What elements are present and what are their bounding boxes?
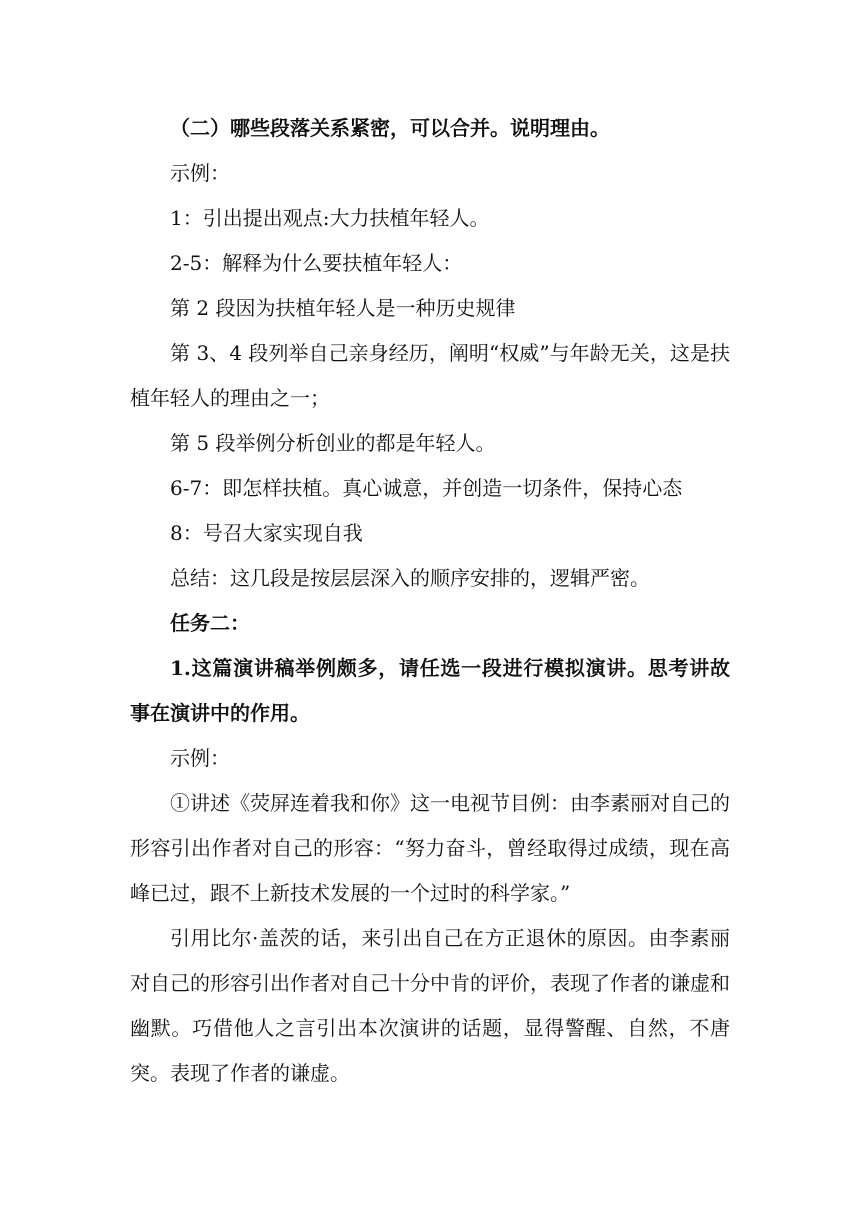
document-body [130, 106, 730, 1096]
section-heading: （二）哪些段落关系紧密，可以合并。说明理由。 [170, 116, 610, 140]
paragraph-section-3-4: 第 3、4 段列举自己亲身经历，阐明“权威”与年龄无关，这是扶植年轻人的理由之一； [130, 341, 730, 410]
task-two-heading: 任务二： [170, 611, 250, 635]
paragraph-section-5: 第 5 段举例分析创业的都是年轻人。 [170, 431, 496, 455]
summary-paragraph: 总结：这几段是按层层深入的顺序安排的，逻辑严密。 [170, 566, 650, 590]
paragraph-8: 8：号召大家实现自我 [170, 521, 363, 545]
example-paragraph-1: ①讲述《荧屏连着我和你》这一电视节目例：由李素丽对自己的形容引出作者对自己的形容：“努力奋斗，曾经取得过成绩，现在高峰已过，跟不上新技术发展的一个过时的科学家。” [130, 791, 730, 905]
paragraph-2-5: 2-5：解释为什么要扶植年轻人： [170, 251, 463, 275]
example-label: 示例： [170, 161, 230, 185]
paragraph-6-7: 6-7：即怎样扶植。真心诚意，并创造一切条件，保持心态 [170, 476, 683, 500]
task-two-question: 1.这篇演讲稿举例颇多，请任选一段进行模拟演讲。思考讲故事在演讲中的作用。 [130, 656, 730, 725]
example-label-2: 示例： [170, 746, 230, 770]
paragraph-1: 1：引出提出观点:大力扶植年轻人。 [170, 206, 490, 230]
paragraph-section-2: 第 2 段因为扶植年轻人是一种历史规律 [170, 296, 516, 320]
example-paragraph-2: 引用比尔·盖茨的话，来引出自己在方正退休的原因。由李素丽对自己的形容引出作者对自己十分中肯的评价，表现了作者的谦虚和幽默。巧借他人之言引出本次演讲的话题，显得警醒、自然，不唐突。表现了作者的谦虚。 [130, 926, 730, 1085]
